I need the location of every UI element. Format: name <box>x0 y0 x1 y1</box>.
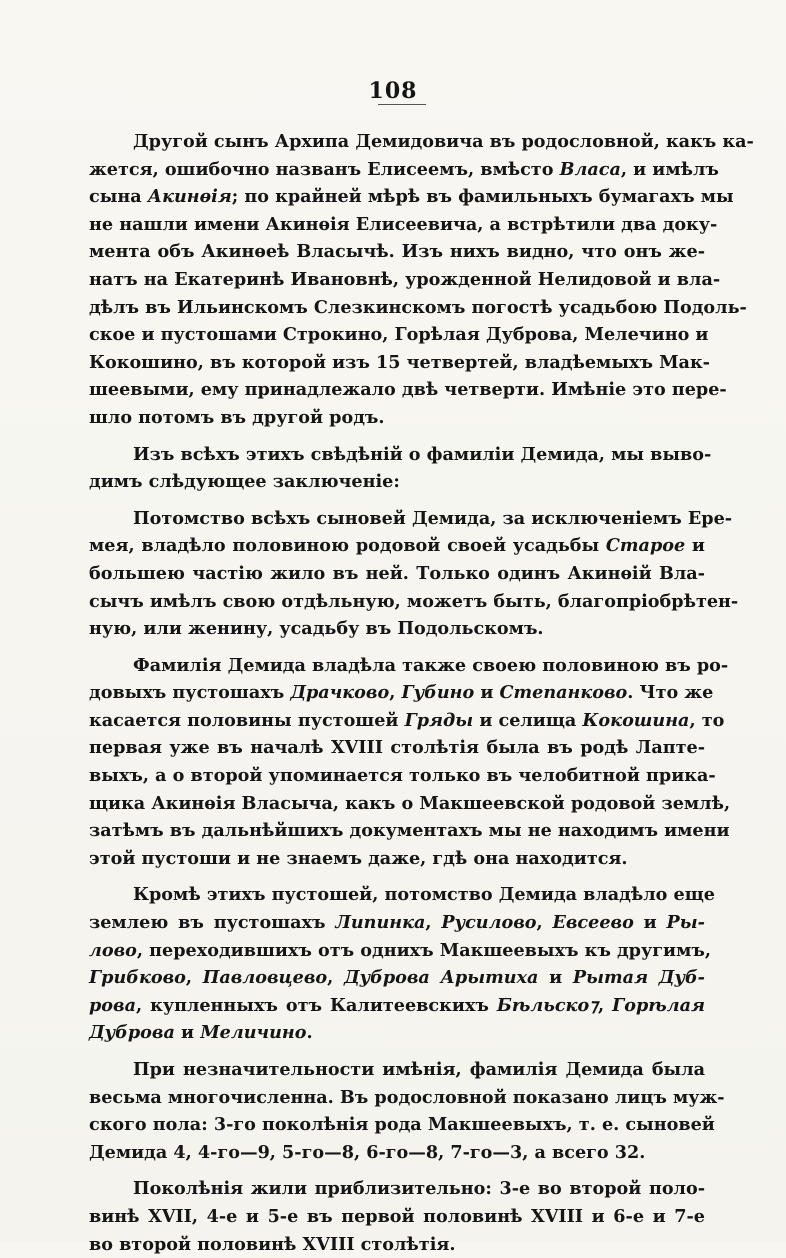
paragraph <box>89 505 739 643</box>
text-line: Потомство всѣхъ сыновей Демида, за исключеніемъ Ере- <box>133 507 733 529</box>
text-line: лово, переходившихъ отъ однихъ Макшеевыхъ къ другимъ, <box>89 939 711 961</box>
text-line: довыхъ пустошахъ Драчково, Губино и Степанково. Что же <box>89 682 714 704</box>
text-line: Кокошино, въ которой изъ 15 четвертей, владѣемыхъ Мак- <box>89 351 710 373</box>
text-line: первая уже въ началѣ XVIII столѣтія была въ родѣ Лаптe- <box>89 737 705 759</box>
text-line: Дуброва и Меличино. <box>89 1022 313 1044</box>
page-number: 108 <box>368 78 418 104</box>
text-line: рова, купленныхъ отъ Калитеевскихъ Бѣльско⁊, Горѣлая <box>89 994 705 1016</box>
text-line: весьма многочисленна. Въ родословной показано лицъ муж- <box>89 1086 725 1108</box>
paragraph <box>89 128 754 432</box>
text-line: дѣлъ въ Ильинскомъ Слезкинскомъ погостѣ усадьбою Подоль- <box>89 296 747 318</box>
text-line: затѣмъ въ дальнѣйшихъ документахъ мы не находимъ имени <box>89 820 730 842</box>
text-line: ную, или женину, усадьбу въ Подольскомъ. <box>89 618 544 640</box>
paragraph <box>89 1056 725 1166</box>
text-line: во второй половинѣ XVIII столѣтія. <box>89 1233 456 1255</box>
text-line: касается половины пустошей Гряды и селища Кокошина, то <box>89 709 725 731</box>
text-line: ское и пустошами Строкино, Горѣлая Дуброва, Мелечино и <box>89 324 709 346</box>
text-line: жется, ошибочно названъ Елисеемъ, вмѣсто Власа, и имѣлъ <box>89 158 719 180</box>
paragraph <box>89 441 712 496</box>
text-line: Демида 4, 4-го—9, 5-го—8, 6-го—8, 7-го—3, а всего 32. <box>89 1141 646 1163</box>
text-line: Другой сынъ Архипа Демидовича въ родословной, какъ ка- <box>133 131 754 152</box>
text-line: Грибково, Павловцево, Дуброва Арытиха и Рытая Дуб- <box>89 967 705 989</box>
text-line: При незначительности имѣнія, фамилія Демида была <box>133 1059 705 1080</box>
text-line: мента объ Акинѳеѣ Власычѣ. Изъ нихъ видно, что онъ же- <box>89 241 705 263</box>
text-line: ского пола: 3-го поколѣнія рода Макшеевыхъ, т. е. сыновей <box>89 1114 715 1136</box>
page-number-rule <box>378 104 426 105</box>
paragraph-gap <box>89 872 705 881</box>
text-line: шло потомъ въ другой родъ. <box>89 406 385 428</box>
text-line: димъ слѣдующее заключеніе: <box>89 471 400 493</box>
text-line: сына Акинѳія; по крайней мѣрѣ въ фамильныхъ бумагахъ мы <box>89 186 734 208</box>
paragraph-gap <box>89 643 705 652</box>
paragraph <box>89 652 731 873</box>
body-text <box>89 128 754 1258</box>
text-line: Фамилія Демида владѣла также своею половиною въ ро- <box>133 654 729 676</box>
text-line: землею въ пустошахъ Липинка, Русилово, Евсеево и Ры- <box>89 912 705 934</box>
text-line: выхъ, а о второй упоминается только въ челобитной прика- <box>89 765 716 787</box>
text-line: Поколѣнія жили приблизительно: 3-е во второй поло- <box>133 1178 705 1200</box>
text-line: натъ на Екатеринѣ Ивановнѣ, урожденной Нелидовой и вла- <box>89 268 721 290</box>
paragraph <box>89 881 715 1047</box>
text-line: этой пустоши и не знаемъ даже, гдѣ она находится. <box>89 847 628 869</box>
paragraph <box>89 1175 705 1258</box>
text-line: сычъ имѣлъ свою отдѣльную, можетъ быть, благопріобрѣтен- <box>89 590 739 612</box>
text-line: Изъ всѣхъ этихъ свѣдѣній о фамиліи Демида, мы выво- <box>133 443 712 465</box>
text-line: Кромѣ этихъ пустошей, потомство Демида владѣло еще <box>133 884 715 906</box>
paragraph-gap <box>89 1166 705 1175</box>
paragraph-gap <box>89 432 705 441</box>
text-line: винѣ XVII, 4-е и 5-е въ первой половинѣ XVIII и 6-е и 7-е <box>89 1205 705 1227</box>
text-line: большею частію жило въ ней. Только одинъ Акинѳій Вла- <box>89 562 705 584</box>
text-line: щика Акинѳія Власыча, какъ о Макшеевской родовой землѣ, <box>89 792 731 814</box>
text-line: шеевыми, ему принадлежало двѣ четверти. Имѣніе это пере- <box>89 379 727 401</box>
paragraph-gap <box>89 1047 705 1056</box>
text-line: мея, владѣло половиною родовой своей усадьбы Старое и <box>89 535 705 557</box>
text-line: не нашли имени Акинѳія Елисеевича, а встрѣтили два доку- <box>89 213 718 235</box>
paragraph-gap <box>89 496 705 505</box>
